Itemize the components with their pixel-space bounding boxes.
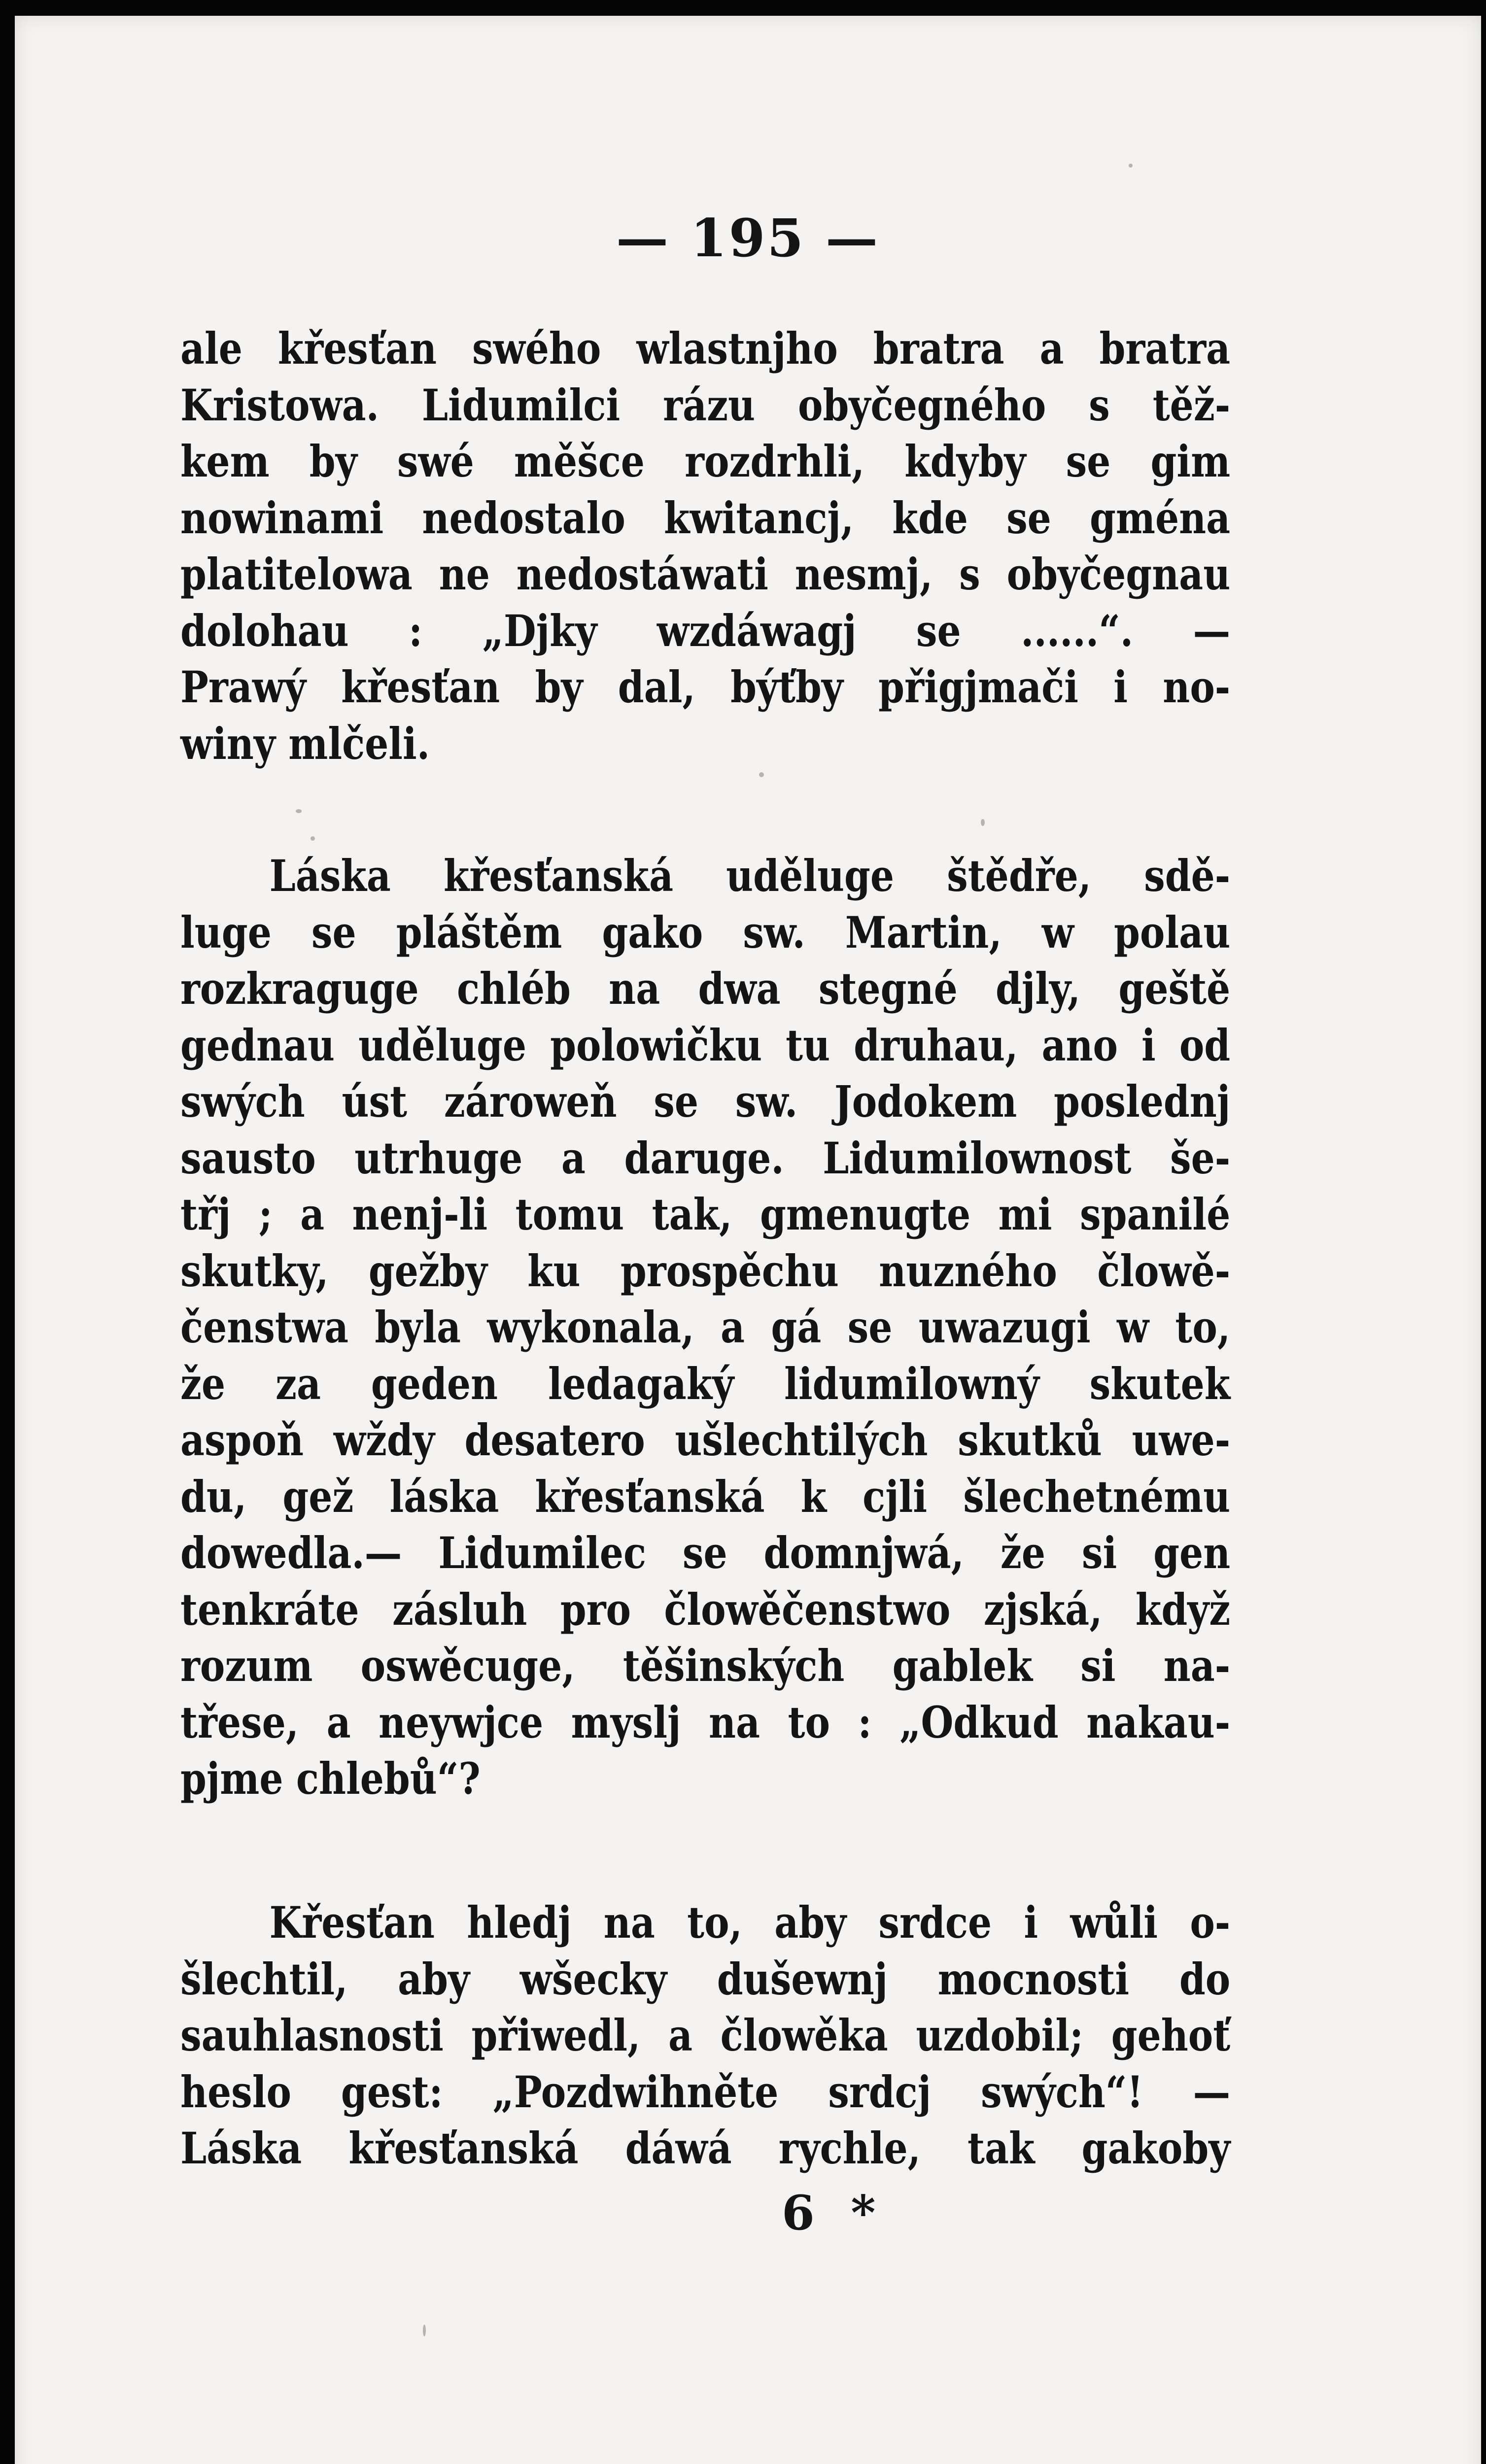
text-line: třj ; a nenj-li tomu tak, gmenugte mi spanilé bbox=[180, 1189, 1231, 1240]
text-line: Láska křesťanská uděluge štědře, sdě- bbox=[269, 850, 1231, 901]
text-line: tenkráte zásluh pro člowěčenstwo zjská, když bbox=[180, 1583, 1231, 1635]
signature-mark: 6 * bbox=[782, 2185, 886, 2241]
ink-speck bbox=[311, 836, 315, 841]
text-line: dowedla.— Lidumilec se domnjwá, že si gen bbox=[180, 1527, 1231, 1578]
text-line: luge se pláštěm gako sw. Martin, w polau bbox=[180, 906, 1231, 958]
text-line: čenstwa byla wykonala, a gá se uwazugi w to, bbox=[180, 1301, 1231, 1353]
text-line: platitelowa ne nedostáwati nesmj, s obyčegnau bbox=[180, 548, 1231, 600]
text-line: rozum oswěcuge, těšinských gablek si na- bbox=[180, 1640, 1231, 1691]
ink-speck bbox=[759, 772, 764, 777]
text-line: sausto utrhuge a daruge. Lidumilownost še- bbox=[180, 1132, 1231, 1184]
text-line: Láska křesťanská dáwá rychle, tak gakoby bbox=[180, 2122, 1231, 2174]
text-line: Prawý křesťan by dal, býťby přigjmači i no- bbox=[180, 661, 1231, 713]
text-line: Křesťan hledj na to, aby srdce i wůli o- bbox=[269, 1897, 1231, 1948]
text-line: třese, a neywjce myslj na to : „Odkud nakau- bbox=[180, 1696, 1231, 1748]
book-page bbox=[15, 16, 1481, 2464]
text-line: heslo gest: „Pozdwihněte srdcj swých“! — bbox=[180, 2066, 1231, 2118]
text-line: winy mlčeli. bbox=[180, 718, 430, 769]
text-line: swých úst zároweň se sw. Jodokem poslednj bbox=[180, 1076, 1231, 1127]
text-line: že za geden ledagaký lidumilowný skutek bbox=[180, 1358, 1231, 1409]
text-line: Kristowa. Lidumilci rázu obyčegného s těž- bbox=[180, 379, 1231, 431]
text-line: gednau uděluge polowičku tu druhau, ano i od bbox=[180, 1019, 1231, 1071]
text-line: skutky, gežby ku prospěchu nuzného člowě- bbox=[180, 1245, 1231, 1297]
text-line: šlechtil, aby wšecky dušewnj mocnosti do bbox=[180, 1953, 1231, 2005]
page-number: — 195 — bbox=[616, 207, 880, 269]
paragraph-2 bbox=[180, 848, 1231, 1807]
ink-speck bbox=[423, 2325, 426, 2336]
text-line: sauhlasnosti přiwedl, a člowěka uzdobil; gehoť bbox=[180, 2010, 1231, 2061]
text-line: nowinami nedostalo kwitancj, kde se gména bbox=[180, 492, 1231, 544]
text-line: rozkraguge chléb na dwa stegné djly, geště bbox=[180, 963, 1231, 1014]
text-line: dolohau : „Djky wzdáwagj se ......“. — bbox=[180, 605, 1231, 656]
paragraph-1 bbox=[180, 320, 1231, 772]
ink-speck bbox=[1129, 164, 1133, 168]
paragraph-3 bbox=[180, 1894, 1231, 2177]
text-line: kem by swé měšce rozdrhli, kdyby se gim bbox=[180, 436, 1231, 487]
text-line: pjme chlebů“? bbox=[180, 1753, 481, 1804]
text-line: ale křesťan swého wlastnjho bratra a bratra bbox=[180, 323, 1231, 374]
ink-speck bbox=[981, 819, 985, 826]
text-line: aspoň wždy desatero ušlechtilých skutků uwe- bbox=[180, 1414, 1231, 1466]
ink-speck bbox=[296, 809, 302, 813]
text-line: du, gež láska křesťanská k cjli šlechetnému bbox=[180, 1471, 1231, 1522]
